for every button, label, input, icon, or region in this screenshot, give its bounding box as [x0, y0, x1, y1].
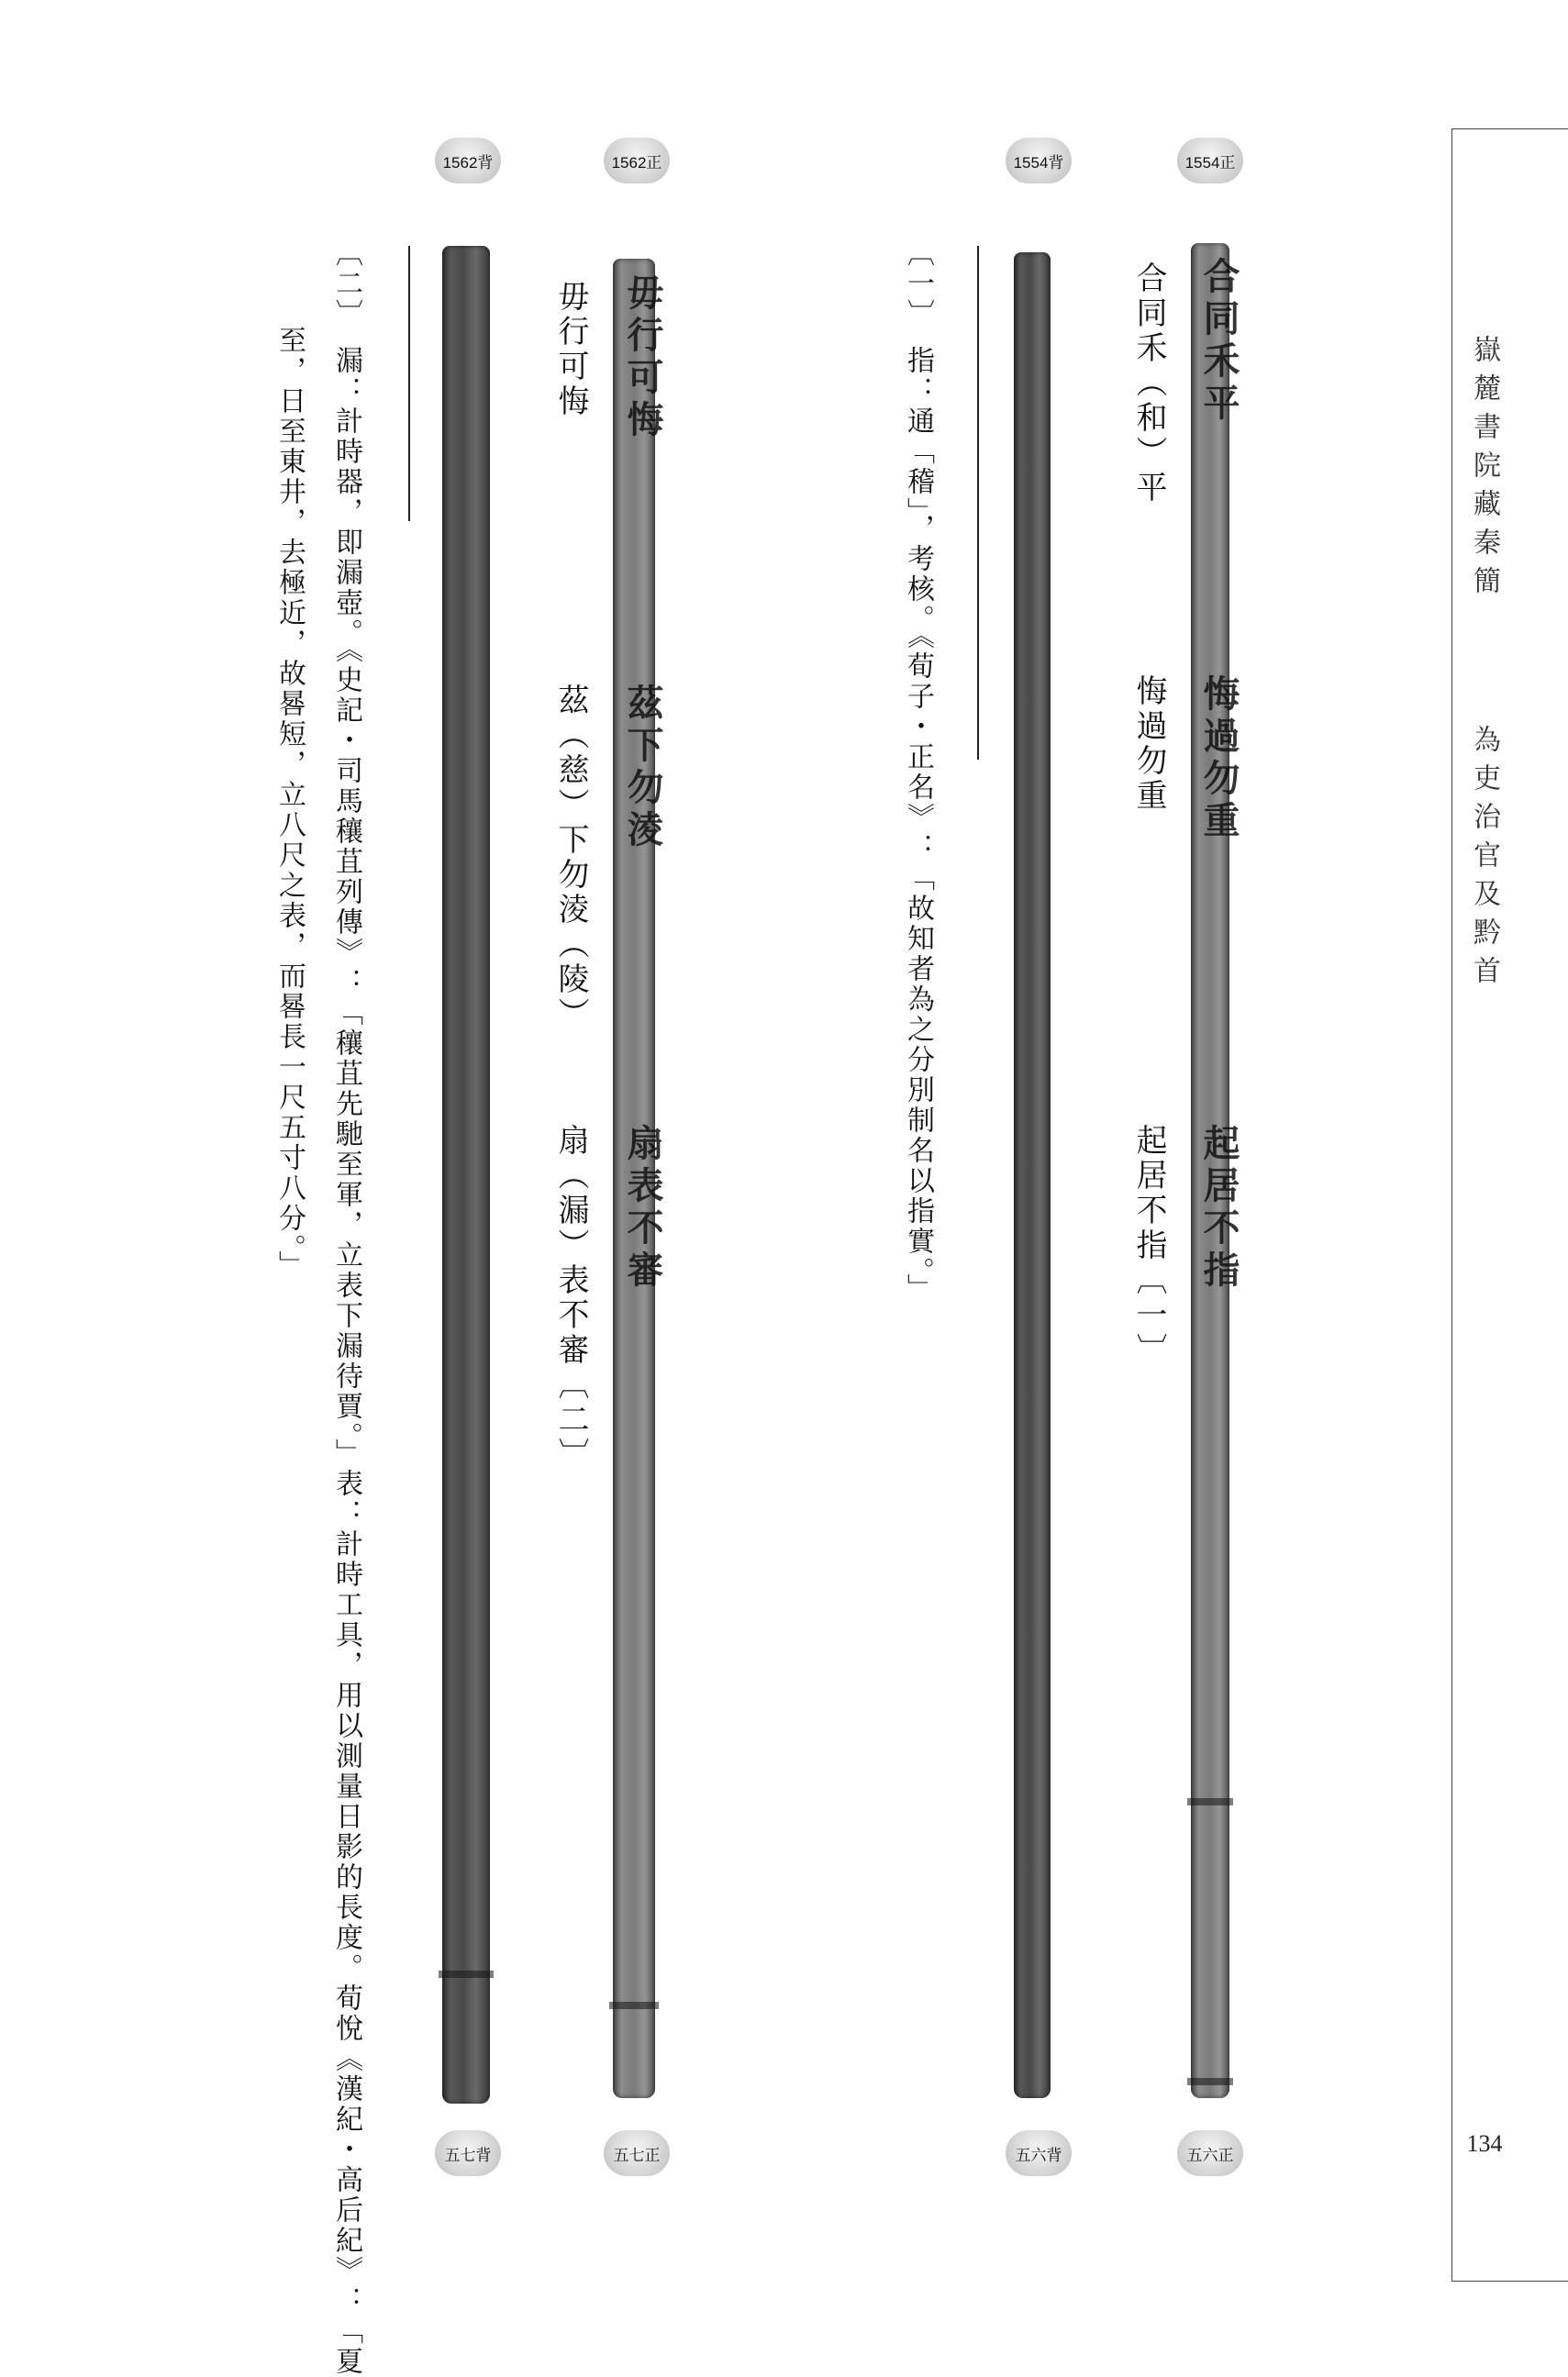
badge-1554-front: 1554正: [1177, 138, 1243, 183]
badge-57-back: 五七背: [435, 2130, 501, 2176]
badge-56-front: 五六正: [1177, 2130, 1243, 2176]
note-1554: 〔一〕 指：通「稽」，考核。《荀子・正名》：「故知者為之分別制名以指實。」: [902, 239, 934, 1304]
badge-56-back: 五六背: [1006, 2130, 1072, 2176]
badge-1562-back: 1562背: [435, 138, 501, 183]
transcription-1554-1: 合同禾（和）平: [1130, 261, 1167, 505]
note-rule-1554: [977, 246, 979, 760]
note-1562-col-1: 〔二〕 漏：計時器，即漏壺。《史記・司馬穰苴列傳》：「穰苴先馳至軍，立表下漏待賈。」表：計時工具，用以測量日影的長度。荀悅《漢紀・高后紀》：「夏: [330, 239, 362, 2377]
badge-57-front: 五七正: [604, 2130, 670, 2176]
transcription-1562-3: 扇（漏）表不審〔二〕: [552, 1124, 589, 1472]
note-rule-1562: [408, 246, 410, 521]
transcription-1554-3: 起居不指〔一〕: [1130, 1124, 1167, 1368]
slip-1554-ink-1: 合同禾平: [1197, 257, 1240, 426]
slip-1554-ink-2: 悔過勿重: [1197, 674, 1240, 843]
note-1562-col-2: 至，日至東井，去極近，故晷短，立八尺之表，而晷長一尺五寸八分。」: [273, 326, 306, 1281]
section-title: 為吏治官及黔首: [1468, 725, 1500, 994]
transcription-1562-2: 茲（慈）下勿淩（陵）: [552, 683, 589, 1032]
slip-1562-back: [442, 246, 490, 2104]
slip-1562-ink-1: 毋行可悔: [621, 273, 664, 442]
badge-1562-front: 1562正: [604, 138, 670, 183]
slip-1562-ink-3: 扇表不審: [621, 1124, 664, 1293]
transcription-1562-1: 毋行可悔: [552, 280, 589, 419]
slip-1554-ink-3: 起居不指: [1197, 1124, 1240, 1293]
slip-1562-ink-2: 茲下勿淩: [621, 683, 664, 852]
transcription-1554-2: 悔過勿重: [1130, 674, 1167, 814]
badge-1554-back: 1554背: [1006, 138, 1072, 183]
page-number: 134: [1466, 2130, 1503, 2157]
slip-1554-back: [1014, 252, 1051, 2098]
book-title: 嶽麓書院藏秦簡: [1468, 335, 1500, 605]
